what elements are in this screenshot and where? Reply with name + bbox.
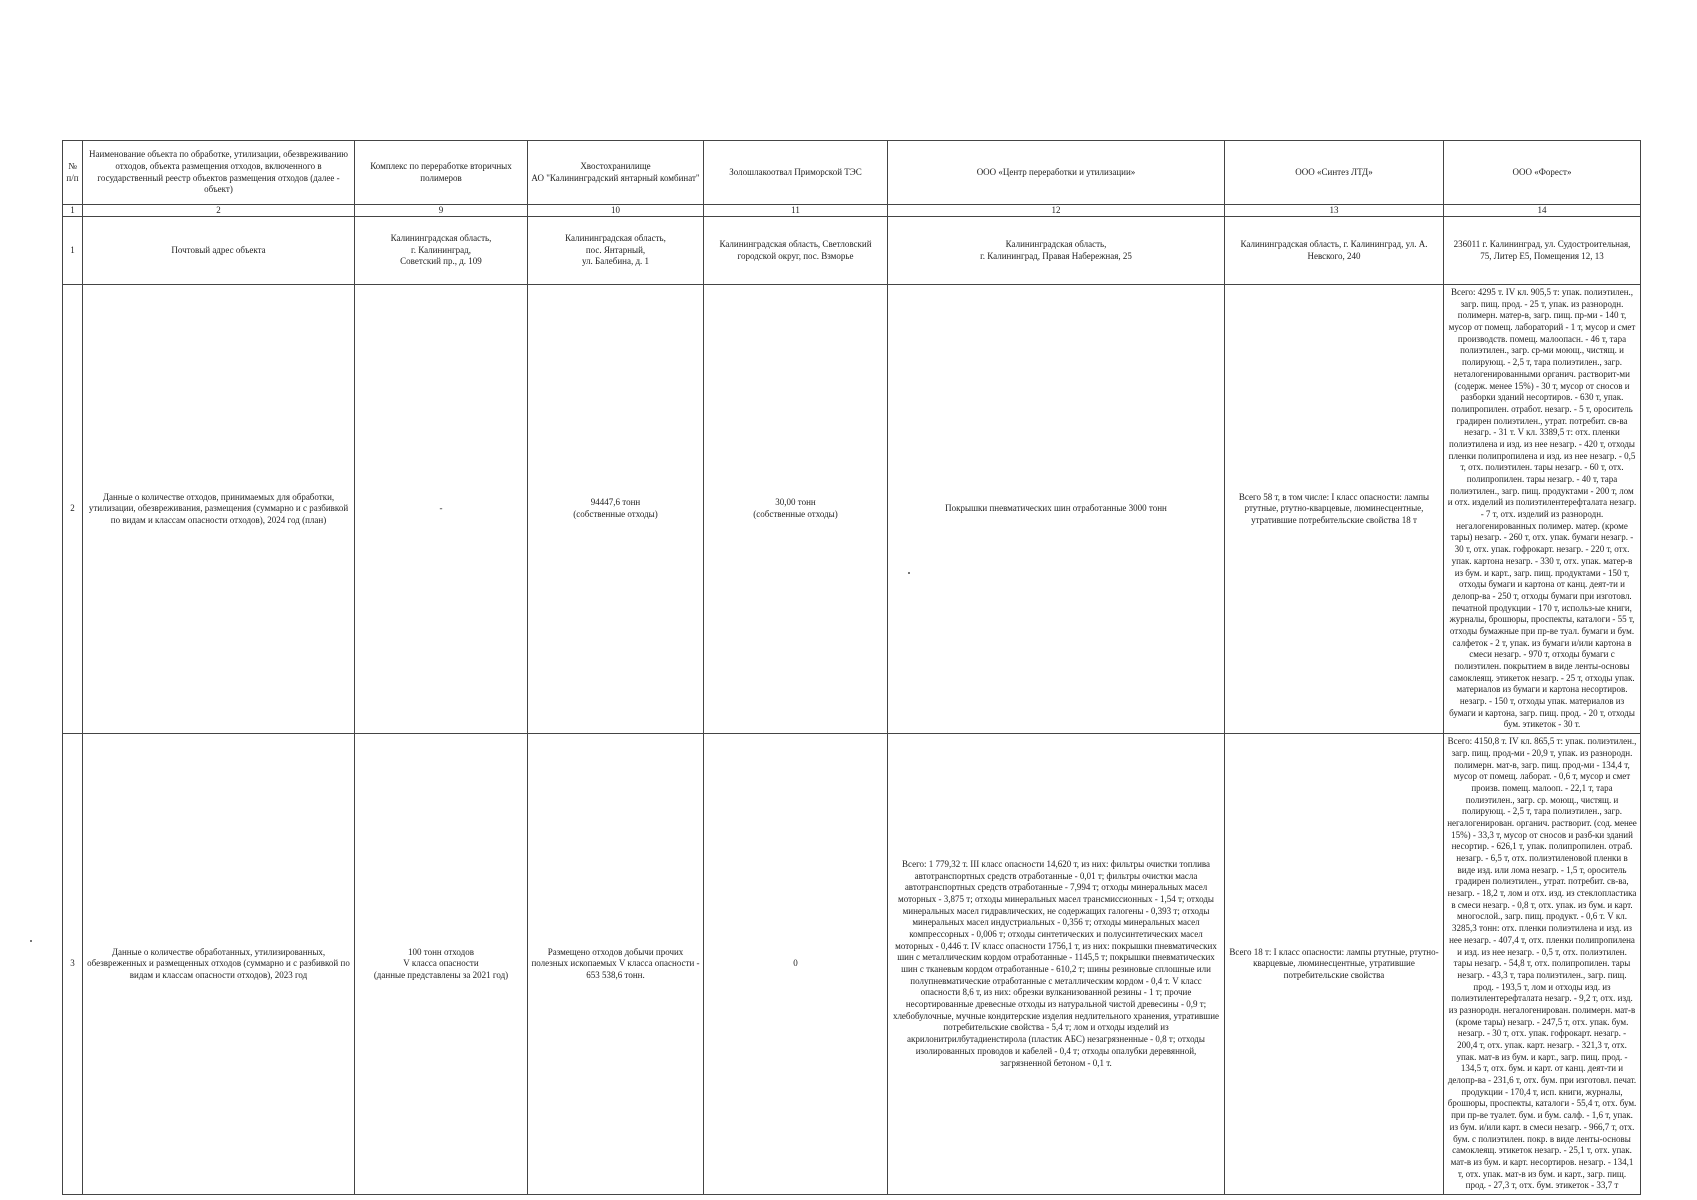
table-row [63,285,1641,734]
column-numbers-row [63,205,1641,217]
header-object-12: ООО «Центр переработки и утилизации» [888,141,1225,205]
row-number: 2 [63,285,83,734]
cell-fact-11: 0 [704,734,888,1195]
header-object-10: Хвостохранилище АО "Калининградский янтарный комбинат" [528,141,704,205]
cell-fact-9: 100 тонн отходов V класса опасности (данные представлены за 2021 год) [355,734,528,1195]
col-num: 11 [704,205,888,217]
cell-plan-9: - [355,285,528,734]
header-num: № п/п [63,141,83,205]
header-object-name: Наименование объекта по обработке, утилизации, обезвреживанию отходов, объекта размещения отходов, включенного в государственный реестр объектов размещения отходов (далее - объект) [83,141,355,205]
cell-address-9: Калининградская область, г. Калининград, Советский пр., д. 109 [355,217,528,285]
scan-speck [908,572,910,574]
cell-plan-14: Всего: 4295 т. IV кл. 905,5 т: упак. полиэтилен., загр. пищ. прод. - 25 т, упак. из разнородн. полимерн. матер-в, загр. пищ. пр-ми - 140 т, мусор от помещ. лабораторий - 1 т, мусор и смет производств. помещ. малоопасн. - 46 т, тара полиэтилен., загр. ср-ми моющ., чистящ. и полирующ. - 2,5 т, тара полиэтилен., загр. неталогенированными органич. растворит-ми (содерж. менее 15%) - 30 т, мусор от сносов и разборки зданий несортиров. - 630 т, упак. полипропилен. отработ. незагр. - 5 т, opоситель градирен полиэтилен., утрат. потребит. св-ва незагр. - 31 т. V кл. 3389,5 т: отх. пленки полиэтилена и изд. из нее незагр. - 420 т, отходы пленки полипропилена и изд. из нее незагр. - 0,5 т, отх. полиэтилен. тары незагр. - 60 т, отх. полипропилен. тары незагр. - 40 т, тара полиэтилен., загр. пищ. продуктами - 200 т, лом и отх. изделий из полиэтилентерефталата незагр. - 7 т, отх. изделий из разнородн. негалогенированных полимер. матер. (кроме тары) незагр. - 260 т, отх. упак. бумаги незагр. - 30 т, отх. упак. гофрокарт. незагр. - 220 т, отх. упак. картона незагр. - 330 т, отх. упак. матер-в из бум. и карт., загр. пищ. продуктами - 150 т, отходы бумаги и картона от канц. деят-ти и делопр-ва - 250 т, отходы бумаги при изготовл. печатной продукции - 170 т, использ-ые книги, журналы, брошюры, проспекты, каталоги - 55 т, отходы бумажные при пр-ве туал. бумаги и бум. салфеток - 2 т, упак. из бумаги и/или картона в смеси незагр. - 970 т, отходы бумаги с полиэтилен. покрытием в виде ленты-основы самоклеящ. этикеток незагр. - 25 т, отходы упак. материалов из бумаги и картона несортиров. незагр. - 150 т, отходы упак. материалов из бумаги и картона, загр. пищ. прод. - 20 т, отходы бум. этикеток - 30 т. [1444,285,1641,734]
row-number: 3 [63,734,83,1195]
header-object-14: ООО «Форест» [1444,141,1641,205]
col-num: 9 [355,205,528,217]
row-label: Почтовый адрес объекта [83,217,355,285]
col-num: 10 [528,205,704,217]
cell-fact-12: Всего: 1 779,32 т. III класс опасности 14,620 т, из них: фильтры очистки топлива автотранспортных средств отработанные - 0,01 т; фильтры очистки масла автотранспортных средств отработанные - 7,994 т; отходы минеральных масел моторных - 3,875 т; отходы минеральных масел трансмиссионных - 1,54 т; отходы минеральных масел гидравлических, не содержащих галогены - 0,393 т; отходы минеральных масел индустриальных - 0,356 т; отходы минеральных масел компрессорных - 0,006 т; отходы синтетических и полусинтетических масел моторных - 0,446 т. IV класс опасности 1756,1 т, из них: покрышки пневматических шин с металлическим кордом отработанные - 1145,5 т; покрышки пневматических шин с тканевым кордом отработанные - 610,2 т; шины резиновые сплошные или полупневматические отработанные с металлическим кордом - 0,4 т. V класс опасности 8,6 т, из них: обрезки вулканизованной резины - 1 т; прочие несортированные древесные отходы из натуральной чистой древесины - 0,9 т; хлебобулочные, мучные кондитерские изделия недлительного хранения, утратившие потребительские свойства - 5,4 т; лом и отходы изделий из акрилонитрилбутадиенстирола (пластик АБС) незагрязненные - 0,8 т; отходы изолированных проводов и кабелей - 0,4 т; отходы опалубки деревянной, загрязненной бетоном - 0,1 т. [888,734,1225,1195]
col-num: 13 [1225,205,1444,217]
cell-plan-13: Всего 58 т, в том числе: I класс опасности: лампы ртутные, ртутно-кварцевые, люминесцентные, утратившие потребительские свойства 18 т [1225,285,1444,734]
cell-address-12: Калининградская область, г. Калининград, Правая Набережная, 25 [888,217,1225,285]
cell-plan-12: Покрышки пневматических шин отработанные 3000 тонн [888,285,1225,734]
cell-fact-14: Всего: 4150,8 т. IV кл. 865,5 т: упак. полиэтилен., загр. пищ. прод-ми - 20,9 т, упак. из разнородн. полимерн. мат-в, загр. пищ. прод-ми - 134,4 т, мусор от помещ. лаборат. - 0,6 т, мусор и смет произв. помещ. малооп. - 22,1 т, тара полиэтилен., загр. ср. моющ., чистящ. и полирующ. - 2,5 т, тара полиэтилен., загр. негалогенирован. органич. растворит. (сод. менее 15%) - 33,3 т, мусор от сносов и разб-ки зданий несортир. - 626,1 т, упак. полипропилен. отраб. незагр. - 6,5 т, отх. полиэтиленовой пленки в виде изд. или лома незагр. - 1,5 т, ороситель градирен полиэтилен., утрат. потребит. св-ва, незагр. - 18,2 т, лом и отх. изд. из стеклопластика в смеси незагр. - 0,8 т, отх. упак. из бум. и карт. многослой., загр. пищ. продукт. - 0,6 т. V кл. 3285,3 тонн: отх. пленки полиэтилена и изд. из нее незагр. - 407,4 т, отх. пленки полипропилена и изд. из нее незагр. - 0,5 т, отх. полиэтилен. тары незагр. - 54,8 т, отх. полипропилен. тары незагр. - 43,3 т, тара полиэтилен., загр. пищ. прод. - 193,5 т, лом и отходы изд. из полиэтилентерефталата незагр. - 9,2 т, отх. изд. из разнородн. негалогенирован. полимерн. мат-в (кроме тары) незагр. - 247,5 т, отх. упак. бум. незагр. - 30 т, отх. упак. гофрокарт. незагр. - 200,4 т, отх. упак. карт. незагр. - 321,3 т, отх. упак. мат-в из бум. и карт., загр. пищ. прод. - 134,5 т, отх. бум. и карт. от канц. деят-ти и делопр-ва - 231,6 т, отх. бум. при изготовл. печат. продукции - 170,4 т, исп. книги, журналы, брошюры, проспекты, каталоги - 55,4 т, отх. бум. при пр-ве туалет. бум. и бум. салф. - 1,6 т, упак. из бум. и/или карт. в смеси незагр. - 966,7 т, отх. бум. с полиэтилен. покр. в виде ленты-основы самоклеящ. этикеток незагр. - 25,1 т, отх. упак. мат-в из бум. и карт. несортиров. незагр. - 134,1 т, отх. упак. мат-в из бум. и карт., загр. пищ. прод. - 27,3 т, отх. бум. этикеток - 33,7 т [1444,734,1641,1195]
cell-fact-13: Всего 18 т: I класс опасности: лампы ртутные, ртутно-кварцевые, люминесцентные, утратившие потребительские свойства [1225,734,1444,1195]
cell-address-10: Калининградская область, пос. Янтарный, ул. Балебина, д. 1 [528,217,704,285]
header-row [63,141,1641,205]
col-num: 2 [83,205,355,217]
col-num: 12 [888,205,1225,217]
table-row [63,217,1641,285]
header-object-13: ООО «Синтез ЛТД» [1225,141,1444,205]
row-number: 1 [63,217,83,285]
cell-address-14: 236011 г. Калининград, ул. Судостроительная, 75, Литер Е5, Помещения 12, 13 [1444,217,1641,285]
row-label: Данные о количестве обработанных, утилизированных, обезвреженных и размещенных отходов (суммарно и с разбивкой по видам и классам опасности отходов), 2023 год [83,734,355,1195]
cell-address-11: Калининградская область, Светловский городской округ, пос. Взморье [704,217,888,285]
header-object-11: Золошлакоотвал Приморской ТЭС [704,141,888,205]
cell-address-13: Калининградская область, г. Калининград, ул. А. Невского, 240 [1225,217,1444,285]
col-num: 14 [1444,205,1641,217]
table-row [63,734,1641,1195]
scan-speck [30,940,32,942]
cell-plan-11: 30,00 тонн (собственные отходы) [704,285,888,734]
cell-plan-10: 94447,6 тонн (собственные отходы) [528,285,704,734]
registry-table [62,140,1641,1195]
header-object-9: Комплекс по переработке вторичных полимеров [355,141,528,205]
col-num: 1 [63,205,83,217]
cell-fact-10: Размещено отходов добычи прочих полезных ископаемых V класса опасности - 653 538,6 тонн. [528,734,704,1195]
row-label: Данные о количестве отходов, принимаемых для обработки, утилизации, обезвреживания, размещения (суммарно и с разбивкой по видам и классам опасности отходов), 2024 год (план) [83,285,355,734]
